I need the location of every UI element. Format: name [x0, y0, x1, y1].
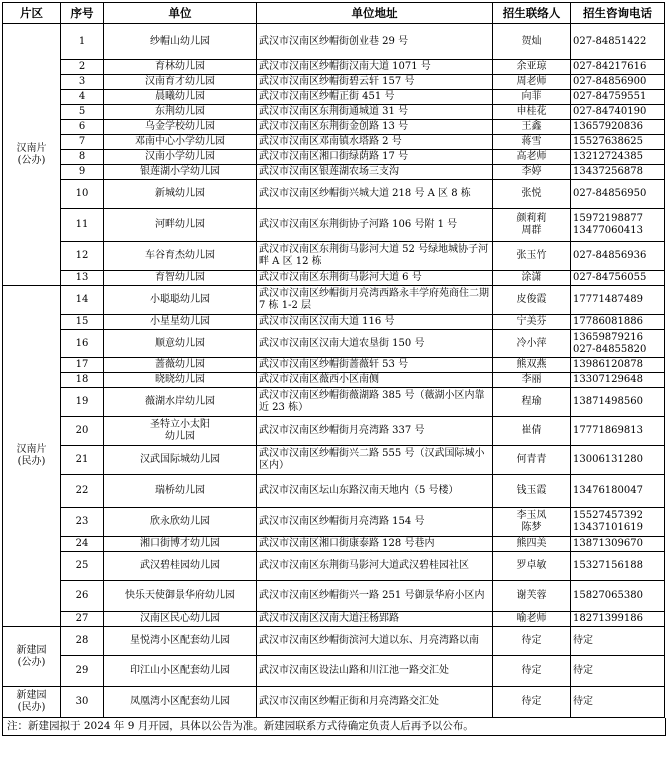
- table-row: [3, 242, 665, 271]
- contact-phone: 13657920836: [571, 120, 665, 135]
- table-row: [3, 180, 665, 209]
- contact-person: 颜莉莉 周群: [493, 209, 571, 242]
- header-no: 序号: [61, 3, 104, 24]
- contact-person: 向菲: [493, 90, 571, 105]
- table-header-row: [3, 3, 665, 24]
- contact-person: 崔倩: [493, 417, 571, 446]
- table-row: [3, 286, 665, 315]
- kindergarten-address: 武汉市汉南区邓南镇水塔路 2 号: [257, 135, 493, 150]
- kindergarten-name: 顺意幼儿园: [104, 330, 257, 358]
- row-number: 13: [61, 271, 104, 286]
- kindergarten-name: 晨曦幼儿园: [104, 90, 257, 105]
- table-row: [3, 209, 665, 242]
- table-row: [3, 552, 665, 581]
- kindergarten-address: 武汉市汉南区薇西小区南侧: [257, 373, 493, 388]
- contact-phone: 13986120878: [571, 358, 665, 373]
- contact-person: 待定: [493, 627, 571, 656]
- table-row: [3, 508, 665, 537]
- row-number: 24: [61, 537, 104, 552]
- row-number: 22: [61, 475, 104, 508]
- kindergarten-address: 武汉市汉南区东荆街马影河大道 52 号绿地城协子河畔 A 区 12 栋: [257, 242, 493, 271]
- contact-person: 涂潇: [493, 271, 571, 286]
- kindergarten-address: 武汉市汉南区纱帽街月亮湾西路永丰学府苑商住二期 7 栋 1-2 层: [257, 286, 493, 315]
- contact-person: 李玉凤 陈梦: [493, 508, 571, 537]
- table-row: [3, 388, 665, 417]
- table-row: [3, 105, 665, 120]
- region-cell: 新建园 (公办): [3, 627, 61, 687]
- kindergarten-address: 武汉市汉南区银莲湖农场三支沟: [257, 165, 493, 180]
- contact-person: 皮俊霞: [493, 286, 571, 315]
- contact-phone: 17786081886: [571, 315, 665, 330]
- kindergarten-name: 欣永欣幼儿园: [104, 508, 257, 537]
- header-name: 单位: [104, 3, 257, 24]
- kindergarten-address: 武汉市汉南区纱帽街月亮湾路 154 号: [257, 508, 493, 537]
- row-number: 14: [61, 286, 104, 315]
- header-region: 片区: [3, 3, 61, 24]
- kindergarten-name: 瑞桥幼儿园: [104, 475, 257, 508]
- table-row: [3, 475, 665, 508]
- row-number: 19: [61, 388, 104, 417]
- table-row: [3, 358, 665, 373]
- kindergarten-address: 武汉市汉南区纱帽街兴一路 251 号御景华府小区内: [257, 581, 493, 612]
- enrollment-sheet: [0, 2, 666, 736]
- contact-phone: 13212724385: [571, 150, 665, 165]
- table-row: [3, 687, 665, 718]
- kindergarten-address: 武汉市汉南区纱帽正街和月亮湾路交汇处: [257, 687, 493, 718]
- row-number: 30: [61, 687, 104, 718]
- contact-phone: 18271399186: [571, 612, 665, 627]
- contact-person: 程瑜: [493, 388, 571, 417]
- contact-person: 周老师: [493, 75, 571, 90]
- table-row: [3, 135, 665, 150]
- contact-person: 待定: [493, 656, 571, 687]
- contact-phone: 027-84856900: [571, 75, 665, 90]
- contact-phone: 待定: [571, 687, 665, 718]
- kindergarten-address: 武汉市汉南区纱帽正街 451 号: [257, 90, 493, 105]
- kindergarten-address: 武汉市汉南区设法山路和川江池一路交汇处: [257, 656, 493, 687]
- row-number: 3: [61, 75, 104, 90]
- contact-person: 熊四美: [493, 537, 571, 552]
- table-body: [3, 24, 665, 718]
- table-row: [3, 373, 665, 388]
- contact-phone: 027-84759551: [571, 90, 665, 105]
- kindergarten-name: 汉南小学幼儿园: [104, 150, 257, 165]
- row-number: 1: [61, 24, 104, 60]
- contact-person: 高老师: [493, 150, 571, 165]
- kindergarten-name: 圣特立小太阳 幼儿园: [104, 417, 257, 446]
- region-cell: 汉南片 (民办): [3, 286, 61, 627]
- contact-phone: 027-84851422: [571, 24, 665, 60]
- kindergarten-table: [2, 2, 665, 718]
- kindergarten-address: 武汉市汉南区坛山东路汉南天地内（5 号楼）: [257, 475, 493, 508]
- table-row: [3, 612, 665, 627]
- row-number: 2: [61, 60, 104, 75]
- row-number: 16: [61, 330, 104, 358]
- contact-person: 谢芙蓉: [493, 581, 571, 612]
- row-number: 6: [61, 120, 104, 135]
- header-phone: 招生咨询电话: [571, 3, 665, 24]
- kindergarten-address: 武汉市汉南区东荆街通城道 31 号: [257, 105, 493, 120]
- contact-phone: 13006131280: [571, 446, 665, 475]
- row-number: 12: [61, 242, 104, 271]
- kindergarten-name: 东荆幼儿园: [104, 105, 257, 120]
- kindergarten-address: 武汉市汉南区东荆街马影河大道武汉碧桂园社区: [257, 552, 493, 581]
- contact-person: 张悦: [493, 180, 571, 209]
- kindergarten-address: 武汉市汉南区湘口街绿荫路 17 号: [257, 150, 493, 165]
- kindergarten-name: 银莲湖小学幼儿园: [104, 165, 257, 180]
- row-number: 8: [61, 150, 104, 165]
- contact-person: 何青青: [493, 446, 571, 475]
- kindergarten-name: 武汉碧桂园幼儿园: [104, 552, 257, 581]
- contact-phone: 17771869813: [571, 417, 665, 446]
- contact-phone: 027-84856936: [571, 242, 665, 271]
- table-row: [3, 446, 665, 475]
- row-number: 23: [61, 508, 104, 537]
- contact-phone: 17771487489: [571, 286, 665, 315]
- row-number: 11: [61, 209, 104, 242]
- contact-phone: 13871309670: [571, 537, 665, 552]
- contact-phone: 13871498560: [571, 388, 665, 417]
- row-number: 10: [61, 180, 104, 209]
- kindergarten-name: 晓晓幼儿园: [104, 373, 257, 388]
- table-row: [3, 75, 665, 90]
- contact-person: 李丽: [493, 373, 571, 388]
- row-number: 26: [61, 581, 104, 612]
- table-row: [3, 627, 665, 656]
- contact-phone: 15827065380: [571, 581, 665, 612]
- contact-person: 蒋雪: [493, 135, 571, 150]
- row-number: 25: [61, 552, 104, 581]
- header-contact: 招生联络人: [493, 3, 571, 24]
- row-number: 28: [61, 627, 104, 656]
- kindergarten-address: 武汉市汉南区纱帽街汉南大道 1071 号: [257, 60, 493, 75]
- region-cell: 新建园 (民办): [3, 687, 61, 718]
- kindergarten-name: 育智幼儿园: [104, 271, 257, 286]
- kindergarten-address: 武汉市汉南区纱帽街薇湖路 385 号（薇湖小区内靠近 23 栋）: [257, 388, 493, 417]
- header-address: 单位地址: [257, 3, 493, 24]
- kindergarten-name: 乌金学校幼儿园: [104, 120, 257, 135]
- contact-phone: 15327156188: [571, 552, 665, 581]
- kindergarten-name: 车谷育杰幼儿园: [104, 242, 257, 271]
- contact-person: 熊双燕: [493, 358, 571, 373]
- contact-phone: 13476180047: [571, 475, 665, 508]
- kindergarten-name: 汉南育才幼儿园: [104, 75, 257, 90]
- contact-phone: 027-84756055: [571, 271, 665, 286]
- kindergarten-name: 星悦湾小区配套幼儿园: [104, 627, 257, 656]
- contact-person: 宁美芬: [493, 315, 571, 330]
- row-number: 4: [61, 90, 104, 105]
- kindergarten-address: 武汉市汉南区纱帽街碧云轩 157 号: [257, 75, 493, 90]
- contact-phone: 待定: [571, 627, 665, 656]
- kindergarten-name: 育林幼儿园: [104, 60, 257, 75]
- table-row: [3, 581, 665, 612]
- table-row: [3, 417, 665, 446]
- kindergarten-name: 凤凰湾小区配套幼儿园: [104, 687, 257, 718]
- kindergarten-address: 武汉市汉南区纱帽街蔷薇轩 53 号: [257, 358, 493, 373]
- kindergarten-address: 武汉市汉南区汉南大道 116 号: [257, 315, 493, 330]
- table-row: [3, 150, 665, 165]
- kindergarten-name: 纱帽山幼儿园: [104, 24, 257, 60]
- kindergarten-name: 汉南区民心幼儿园: [104, 612, 257, 627]
- kindergarten-address: 武汉市汉南区汉南大道汪杨郢路: [257, 612, 493, 627]
- contact-person: 申桂花: [493, 105, 571, 120]
- kindergarten-name: 小星星幼儿园: [104, 315, 257, 330]
- contact-person: 钱玉霞: [493, 475, 571, 508]
- kindergarten-name: 邓南中心小学幼儿园: [104, 135, 257, 150]
- contact-person: 罗卓敏: [493, 552, 571, 581]
- kindergarten-address: 武汉市汉南区东荆街马影河大道 6 号: [257, 271, 493, 286]
- contact-person: 冷小萍: [493, 330, 571, 358]
- contact-person: 王鑫: [493, 120, 571, 135]
- row-number: 17: [61, 358, 104, 373]
- kindergarten-address: 武汉市汉南区纱帽街兴城大道 218 号 A 区 8 栋: [257, 180, 493, 209]
- footnote: 注：新建园拟于 2024 年 9 月开园，具体以公告为准。新建园联系方式待确定负责人后再予以公布。: [2, 718, 666, 736]
- kindergarten-name: 快乐天使御景华府幼儿园: [104, 581, 257, 612]
- table-row: [3, 656, 665, 687]
- kindergarten-name: 湘口街博才幼儿园: [104, 537, 257, 552]
- table-row: [3, 330, 665, 358]
- row-number: 29: [61, 656, 104, 687]
- contact-phone: 15527638625: [571, 135, 665, 150]
- kindergarten-name: 汉武国际城幼儿园: [104, 446, 257, 475]
- kindergarten-name: 新城幼儿园: [104, 180, 257, 209]
- row-number: 7: [61, 135, 104, 150]
- kindergarten-address: 武汉市汉南区东荆街金创路 13 号: [257, 120, 493, 135]
- row-number: 5: [61, 105, 104, 120]
- row-number: 27: [61, 612, 104, 627]
- row-number: 9: [61, 165, 104, 180]
- table-row: [3, 24, 665, 60]
- table-row: [3, 315, 665, 330]
- contact-person: 张玉竹: [493, 242, 571, 271]
- table-row: [3, 90, 665, 105]
- kindergarten-name: 小聪聪幼儿园: [104, 286, 257, 315]
- contact-phone: 15972198877 13477060413: [571, 209, 665, 242]
- table-row: [3, 271, 665, 286]
- kindergarten-address: 武汉市汉南区汉南大道农垦街 150 号: [257, 330, 493, 358]
- contact-phone: 027-84217616: [571, 60, 665, 75]
- contact-person: 贺灿: [493, 24, 571, 60]
- contact-person: 待定: [493, 687, 571, 718]
- contact-phone: 15527457392 13437101619: [571, 508, 665, 537]
- row-number: 18: [61, 373, 104, 388]
- contact-person: 李婷: [493, 165, 571, 180]
- table-row: [3, 537, 665, 552]
- kindergarten-address: 武汉市汉南区纱帽街兴二路 555 号（汉武国际城小区内）: [257, 446, 493, 475]
- table-row: [3, 165, 665, 180]
- kindergarten-name: 蔷薇幼儿园: [104, 358, 257, 373]
- table-row: [3, 60, 665, 75]
- contact-phone: 027-84740190: [571, 105, 665, 120]
- contact-person: 余亚琼: [493, 60, 571, 75]
- kindergarten-address: 武汉市汉南区东荆街协子河路 106 号附 1 号: [257, 209, 493, 242]
- contact-person: 喻老师: [493, 612, 571, 627]
- kindergarten-name: 印江山小区配套幼儿园: [104, 656, 257, 687]
- contact-phone: 待定: [571, 656, 665, 687]
- contact-phone: 027-84856950: [571, 180, 665, 209]
- row-number: 21: [61, 446, 104, 475]
- row-number: 20: [61, 417, 104, 446]
- kindergarten-address: 武汉市汉南区纱帽街月亮湾路 337 号: [257, 417, 493, 446]
- contact-phone: 13437256878: [571, 165, 665, 180]
- kindergarten-address: 武汉市汉南区湘口街康泰路 128 号巷内: [257, 537, 493, 552]
- kindergarten-name: 薇湖水岸幼儿园: [104, 388, 257, 417]
- contact-phone: 13307129648: [571, 373, 665, 388]
- row-number: 15: [61, 315, 104, 330]
- contact-phone: 13659879216 027-84855820: [571, 330, 665, 358]
- table-row: [3, 120, 665, 135]
- kindergarten-address: 武汉市汉南区纱帽街滨河大道以东、月亮湾路以南: [257, 627, 493, 656]
- region-cell: 汉南片 (公办): [3, 24, 61, 286]
- kindergarten-name: 河畔幼儿园: [104, 209, 257, 242]
- kindergarten-address: 武汉市汉南区纱帽街创业巷 29 号: [257, 24, 493, 60]
